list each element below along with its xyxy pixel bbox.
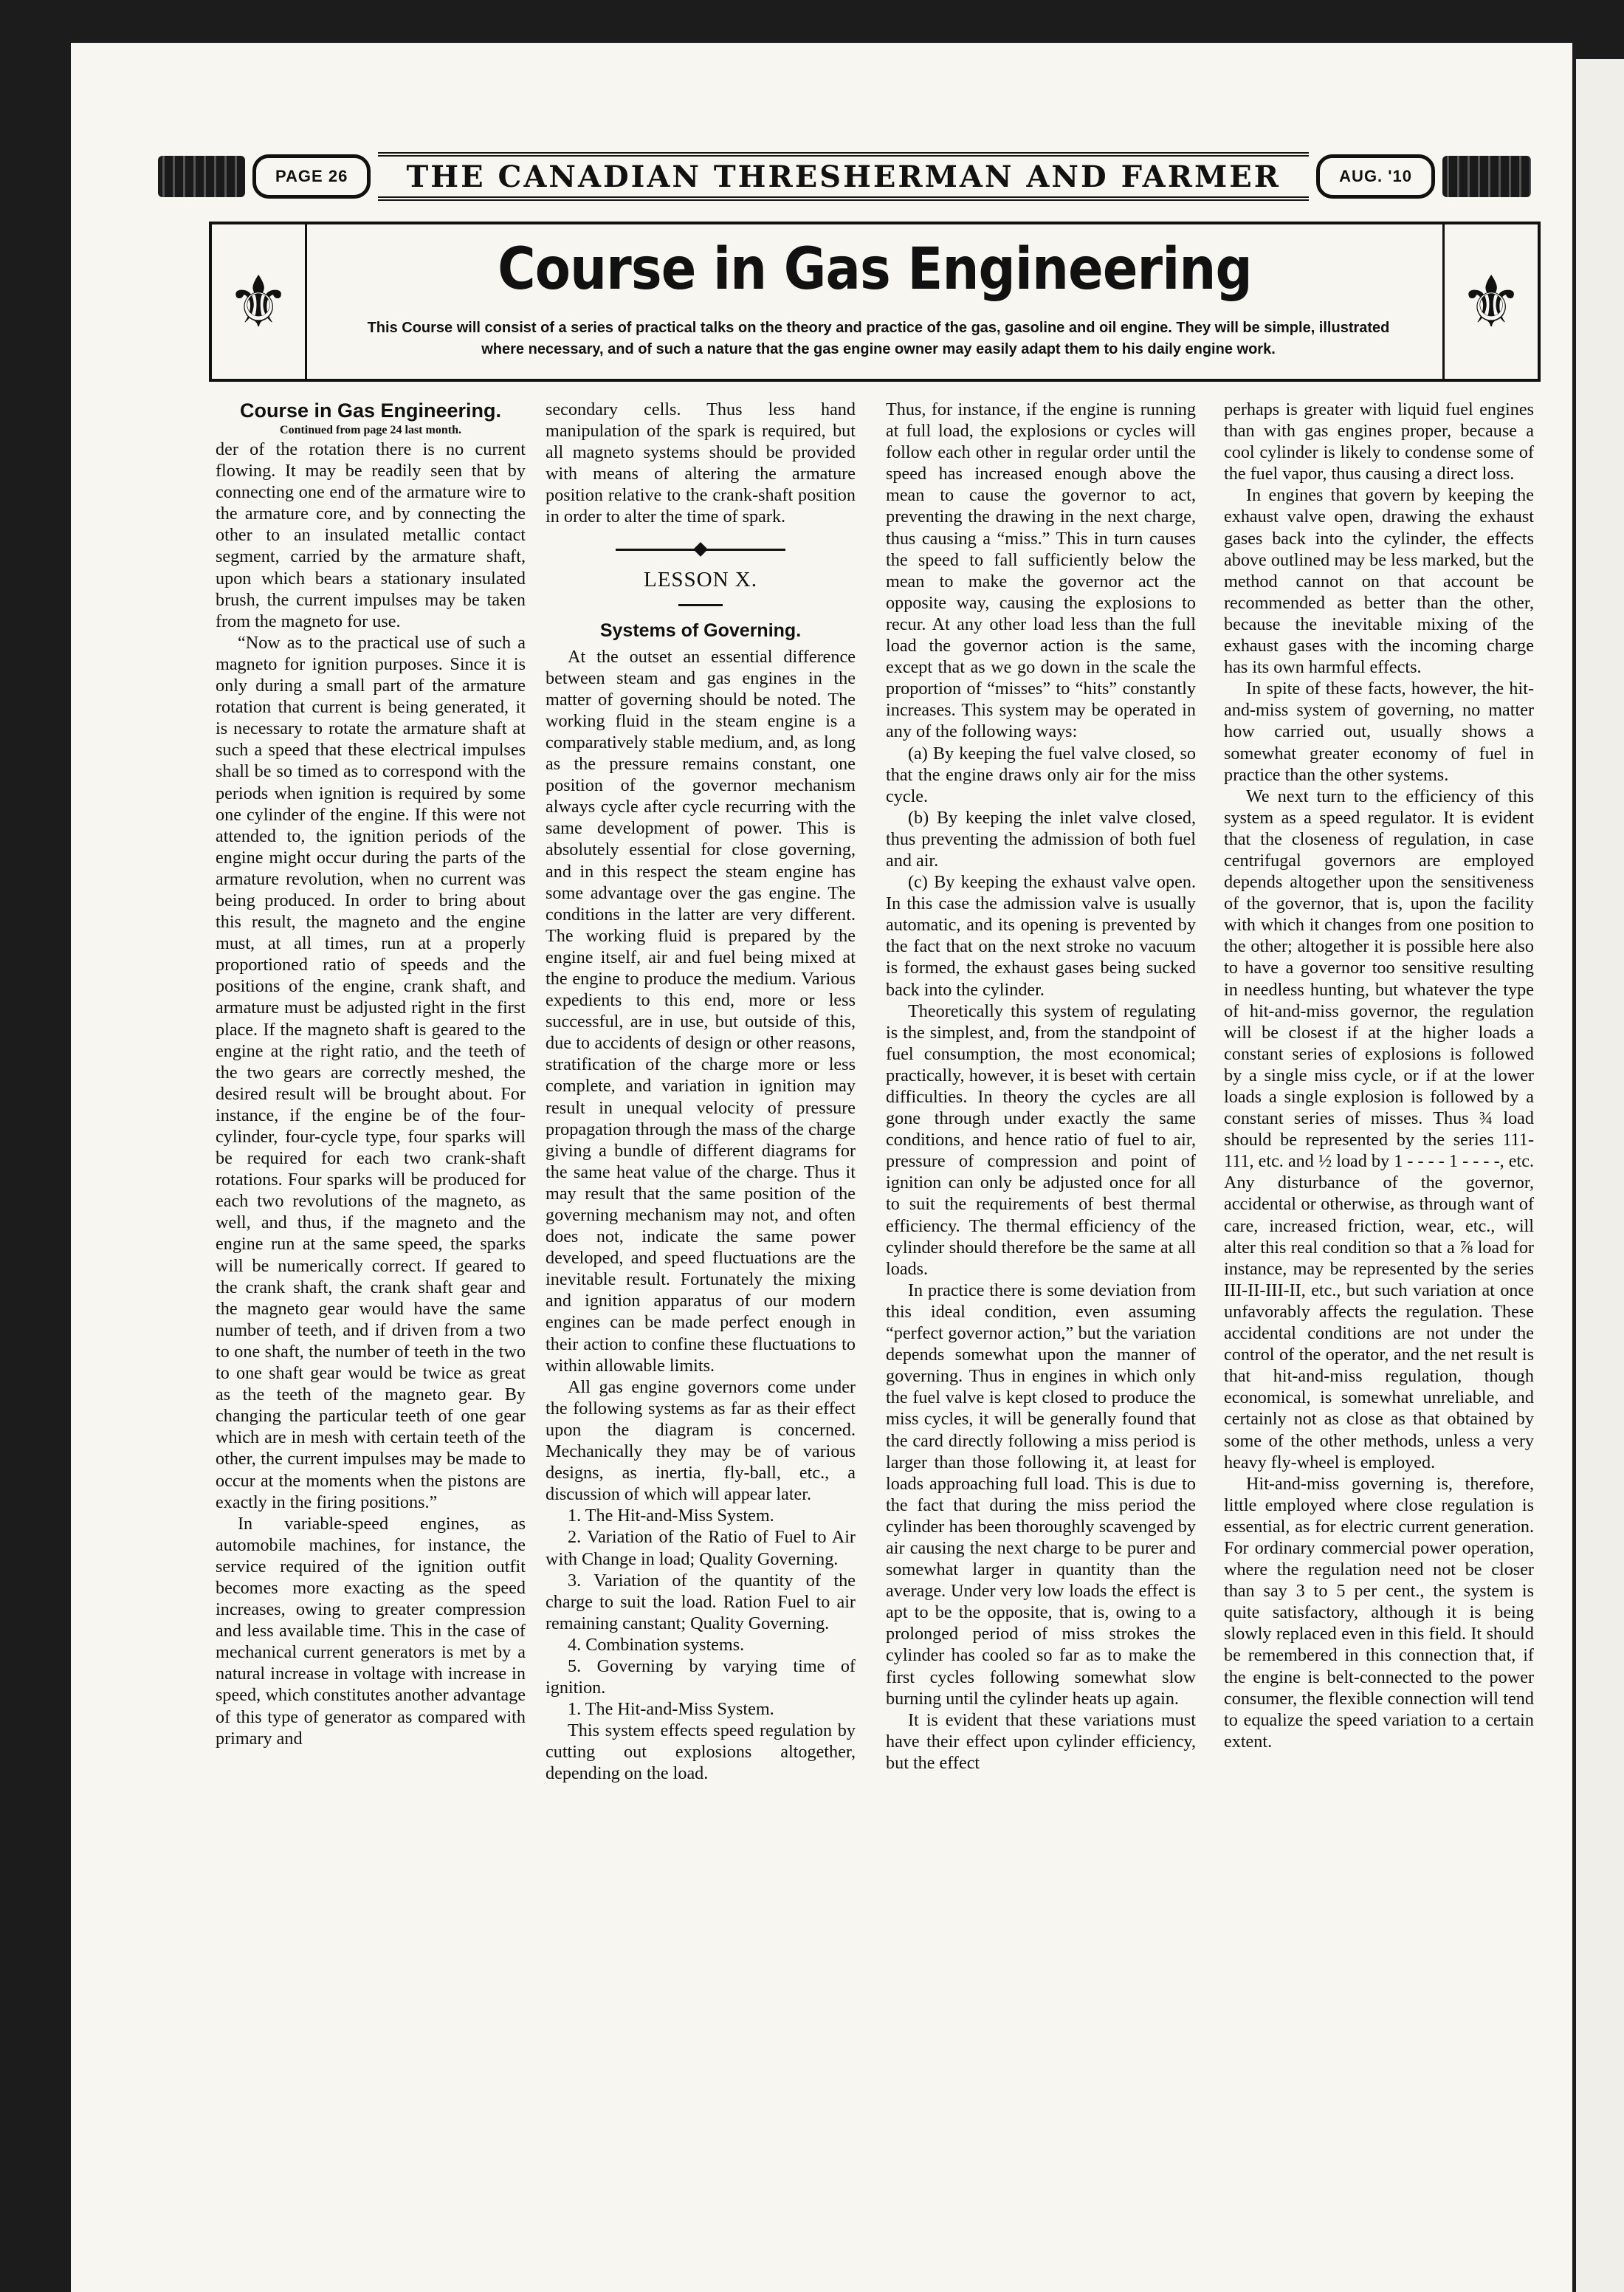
course-title-box bbox=[209, 222, 1541, 382]
header-ornament-right bbox=[1442, 156, 1531, 197]
continued-note: Continued from page 24 last month. bbox=[280, 424, 461, 436]
paragraph: At the outset an essential difference between steam and gas engines in the matter of governing should be noted. The working fluid in the steam engine is a comparatively stable medium, and, as long as the pressure remains constant, one position of the governor mechanism always cycle after cycle recurring with the same development of power. This is absolutely essential for close governing, and in this respect the steam engine has some advantage over the gas engine. The conditions in the latter are very different. The working fluid is prepared by the engine itself, air and fuel being mixed at the engine to produce the medium. Various expedients to this end, more or less successful, are in use, but outside of this, due to accidents of design or other reasons, stratification of the charge more or less complete, and variation in ignition may result in unequal velocity of pressure propagation through the mass of the charge giving a bundle of different diagrams for the same heat value of the charge. Thus it may result that the same position of the governing mechanism may not, and often does not, indicate the same power developed, and speed fluctuations are the inevitable result. Fortunately the mixing and ignition apparatus of our modern engines can be made perfect enough in their action to confine these fluctuations to within allowable limits. bbox=[546, 646, 856, 1376]
rule bbox=[678, 604, 723, 606]
paragraph: secondary cells. Thus less hand manipulation of the spark is required, but all magneto systems should be provided with means of altering the armature position relative to the crank-shaft position in order to alter the time of spark. bbox=[546, 399, 856, 527]
header-ornament-left bbox=[158, 156, 245, 197]
paragraph: “Now as to the practical use of such a magneto for ignition purposes. Since it is only during a small part of the armature rotation that current is being generated, it is necessary to rotate the armature shaft at such a speed that these electrical impulses shall be so timed as to correspond with the periods when ignition is required by some one cylinder of the engine. If this were not attended to, the ignition periods of the engine might occur during the parts of the armature revolution, when no current was being produced. In order to bring about this result, the magneto and the engine must, at all times, run at a properly proportioned ratio of speeds and the positions of the engine, crank shaft, and armature must be adjusted right in the first place. If the magneto shaft is geared to the engine at the right ratio, and the teeth of the two gears are correctly meshed, the desired result will be brought about. For instance, if the engine be of the four-cylinder, four-cycle type, four sparks will be required for each two crank-shaft rotations. Four sparks will be produced for each two revolutions of the magneto, as well, and thus, if the magneto and the engine run at the same speed, the sparks will be numerically correct. If geared to the crank shaft, the crank shaft gear and the magneto gear would have the same number of teeth, and if driven from a two to one shaft, the number of teeth in the two to one shaft gear would be twice as great as the teeth of the magneto gear. By changing the particular teeth of one gear which are in mesh with certain teeth of the other, the current impulses may be made to occur at the moments when the pistons are exactly in the firing positions.” bbox=[216, 632, 526, 1512]
paragraph: (c) By keeping the exhaust valve open. In this case the admission valve is usually automatic, and its opening is prevented by the fact that on the next stroke no vacuum is formed, the exhaust gases being sucked back into the cylinder. bbox=[886, 872, 1196, 1000]
paragraph: It is evident that these variations must have their effect upon cylinder efficiency, but the effect bbox=[886, 1709, 1196, 1773]
list-item: 2. Variation of the Ratio of Fuel to Air with Change in load; Quality Governing. bbox=[546, 1527, 856, 1569]
page-header bbox=[158, 154, 1531, 199]
list-item: 1. The Hit-and-Miss System. bbox=[568, 1506, 774, 1526]
fleur-de-lis-icon: ⚜ bbox=[226, 260, 291, 343]
paragraph: Hit-and-miss governing is, therefore, little employed where close regulation is essential, as for electric current generation. For ordinary commercial power operation, where the regulation need not be closer than say 3 to 5 per cent., the system is quite satisfactory, although it is being slowly replaced even in this field. It should be remembered in this connection that, if the engine is belt-connected to the power consumer, the flexible connection will tend to equalize the speed variation to a certain extent. bbox=[1224, 1473, 1534, 1751]
column-2 bbox=[546, 399, 856, 1785]
paragraph: In engines that govern by keeping the exhaust valve open, drawing the exhaust gases back into the cylinder, the effects above outlined may be less marked, but the method cannot on that account be recommended as better than the other, because the inevitable mixing of the exhaust gases with the incoming charge has its own harmful effects. bbox=[1224, 485, 1534, 678]
journal-title: THE CANADIAN THRESHERMAN AND FARMER bbox=[378, 152, 1309, 201]
paragraph: (a) By keeping the fuel valve closed, so that the engine draws only air for the miss cycle. bbox=[886, 743, 1196, 806]
fleur-de-lis-icon: ⚜ bbox=[1459, 260, 1524, 343]
paragraph: In spite of these facts, however, the hit-and-miss system of governing, no matter how carried out, usually shows a somewhat greater economy of fuel in practice than the other systems. bbox=[1224, 679, 1534, 785]
section-heading: Systems of Governing. bbox=[599, 620, 802, 641]
issue-date: AUG. '10 bbox=[1316, 154, 1435, 199]
lesson-heading: LESSON X. bbox=[643, 567, 757, 591]
list-item: 3. Variation of the quantity of the charge to suit the load. Ration Fuel to air remaining canstant; Quality Governing. bbox=[546, 1570, 856, 1633]
paragraph: Theoretically this system of regulating is the simplest, and, from the standpoint of fuel consumption, the most economical; practically, however, it is beset with certain difficulties. In theory the cycles are all gone through under exactly the same conditions, and hence ratio of fuel to air, pressure of compression and point of ignition can only be adjusted once for all to suit the requirements of best thermal efficiency. The thermal efficiency of the cylinder should therefore be the same at all loads. bbox=[886, 1001, 1196, 1279]
paragraph: In variable-speed engines, as automobile machines, for instance, the service required of the ignition outfit becomes more exacting as the speed increases, owing to greater compression and less available time. This in the case of mechanical current generators is met by a natural increase in voltage with increase in speed, which constitutes another advantage of this type of generator as compared with primary and bbox=[216, 1513, 526, 1749]
list-item: 1. The Hit-and-Miss System. bbox=[568, 1699, 774, 1720]
course-description: This Course will consist of a series of practical talks on the theory and practice of the gas, gasoline and oil engine. They will be simple, illustrated where necessary, and of such a nature that the gas engine owner may easily adapt them to his daily engine work. bbox=[367, 320, 1390, 357]
column-3 bbox=[886, 399, 1196, 1774]
paragraph: perhaps is greater with liquid fuel engines than with gas engines proper, because a cool cylinder is likely to condense some of the fuel vapor, thus causing a direct loss. bbox=[1224, 399, 1534, 484]
paragraph: der of the rotation there is no current flowing. It may be readily seen that by connecting one end of the armature wire to the armature core, and by connecting the other to an insulated metallic contact segment, carried by the armature shaft, upon which bears a stationary insulated brush, the current impulses may be taken from the magneto for use. bbox=[216, 439, 526, 631]
paragraph: This system effects speed regulation by cutting out explosions altogether, depending on the load. bbox=[546, 1720, 856, 1784]
article-heading: Course in Gas Engineering. bbox=[239, 399, 502, 422]
paragraph: (b) By keeping the inlet valve closed, thus preventing the admission of both fuel and air. bbox=[886, 807, 1196, 871]
list-item: 4. Combination systems. bbox=[568, 1634, 745, 1655]
facing-page-edge bbox=[1576, 59, 1624, 2292]
section-divider bbox=[616, 549, 785, 551]
paragraph: In practice there is some deviation from this ideal condition, even assuming “perfect governor action,” but the variation depends somewhat upon the manner of governing. Thus in engines in which only the fuel valve is kept closed to produce the miss cycles, it will be generally found that the card directly following a miss period is larger than those following it, at least for loads approaching full load. This is due to the fact that during the miss period the cylinder has been thoroughly scavenged by air causing the next charge to be purer and somewhat larger in quantity than the average. Under very low loads the effect is apt to be the opposite, that is, owing to a prolonged period of miss strokes the cylinder has cooled so far as to make the first cycles following somewhat slow burning until the cylinder heats up again. bbox=[886, 1280, 1196, 1709]
list-item: 5. Governing by varying time of ignition. bbox=[546, 1655, 856, 1698]
page-number: PAGE 26 bbox=[252, 154, 371, 199]
paragraph: We next turn to the efficiency of this system as a speed regulator. It is evident that the closeness of regulation, in case centrifugal governors are employed depends altogether upon the sensitiveness of the governor, that is, upon the facility with which it changes from one position to the other; altogether it is possible here also to have a governor too sensitive resulting in needless hunting, but whatever the type of hit-and-miss governor, the regulation will be closest if at the higher loads a constant series of explosions is followed by a single miss cycle, or if at the lower loads a single explosion is followed by a constant series of misses. Thus ¾ load should be represented by the series 111-111, etc. and ½ load by 1 - - - - 1 - - - -, etc. Any disturbance of the governor, accidental or otherwise, as through want of care, increased friction, wear, etc., will alter this real condition so that a ⅞ load for instance, may be represented by the series III-II-III-II, etc., but such variation at once unfavorably affects the regulation. These accidental conditions are not under the control of the operator, and the net result is that hit-and-miss regulation, though economical, is somewhat unreliable, and certainly not as close as that obtained by some of the other methods, unless a very heavy fly-wheel is employed. bbox=[1224, 786, 1534, 1472]
column-4 bbox=[1224, 399, 1534, 1752]
course-title: Course in Gas Engineering bbox=[498, 236, 1252, 303]
column-1 bbox=[216, 399, 526, 1749]
paragraph: All gas engine governors come under the following systems as far as their effect upon the diagram is concerned. Mechanically they may be of various designs, as inertia, fly-ball, etc., a discussion of which will appear later. bbox=[546, 1376, 856, 1505]
paragraph: Thus, for instance, if the engine is running at full load, the explosions or cycles will follow each other in regular order until the speed has increased enough above the mean to cause the governor to act, preventing the drawing in the next charge, thus causing a “miss.” This in turn causes the speed to fall sufficiently below the mean to make the governor act the opposite way, causing the explosions to recur. At any other load less than the full load the governor action is the same, except that as we go down in the scale the proportion of “misses” to “hits” constantly increases. This system may be operated in any of the following ways: bbox=[886, 399, 1196, 742]
